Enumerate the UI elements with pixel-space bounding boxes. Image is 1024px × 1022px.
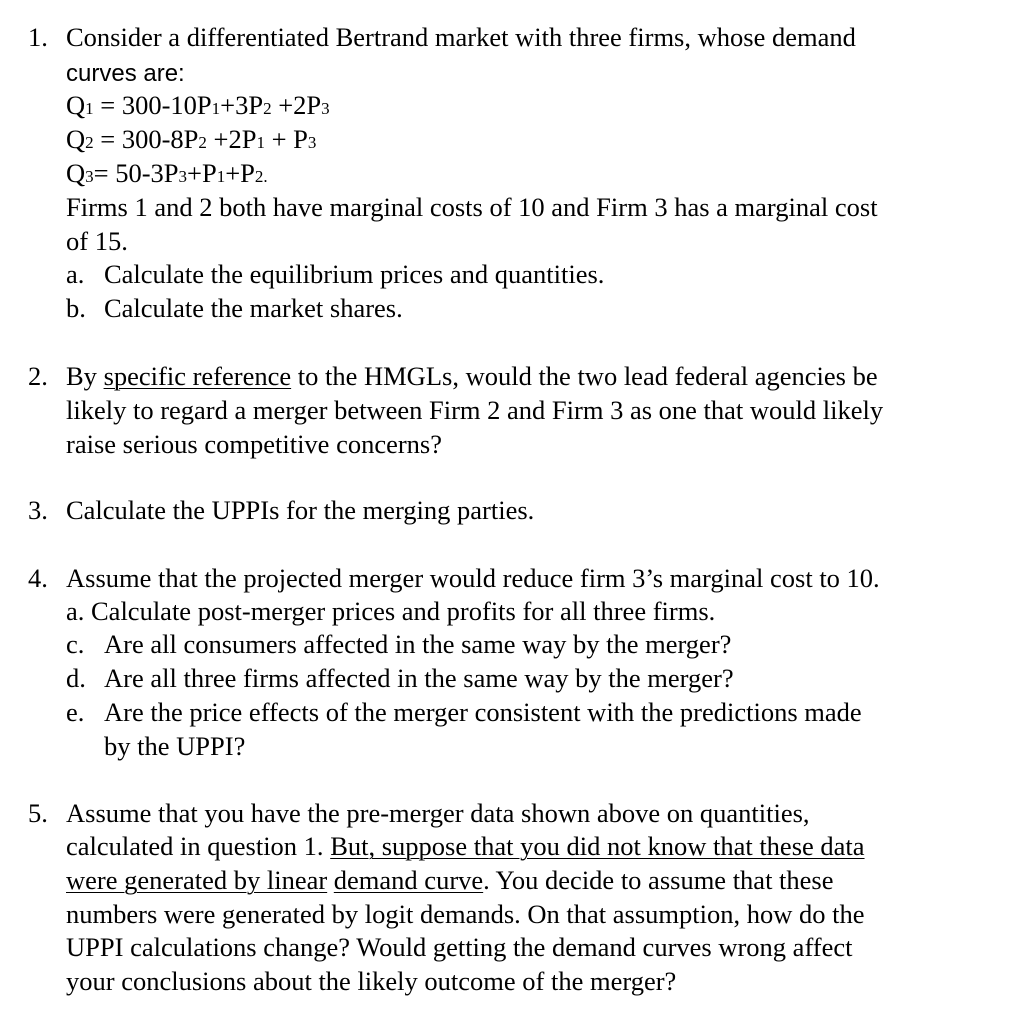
question-4-part-e-continuation: by the UPPI?	[104, 731, 246, 761]
question-5-underline-2: were generated by linear	[66, 865, 328, 895]
question-1-number: 1.	[28, 22, 48, 52]
demand-equation-1: Q1 = 300-10P1+3P2 +2P3	[66, 90, 330, 120]
question-1-part-b-text: Calculate the market shares.	[104, 293, 403, 323]
question-1-part-b-label: b.	[66, 293, 86, 323]
question-3-line-1: Calculate the UPPIs for the merging parties.	[66, 495, 535, 525]
demand-equation-2: Q2 = 300-8P2 +2P1 + P3	[66, 124, 317, 154]
question-2-line-2: likely to regard a merger between Firm 2 and Firm 3 as one that would likely	[66, 395, 884, 425]
question-5-line-6: your conclusions about the likely outcome of the merger?	[66, 966, 677, 996]
question-2-line-1: By specific reference to the HMGLs, would the two lead federal agencies be	[66, 361, 878, 391]
question-4-part-a: a. Calculate post-merger prices and profits for all three firms.	[66, 596, 716, 626]
question-5-line-3: were generated by linear demand curve. You decide to assume that these	[66, 865, 834, 895]
question-4-part-e-text: Are the price effects of the merger consistent with the predictions made	[104, 697, 862, 727]
question-5-number: 5.	[28, 798, 48, 828]
question-5-line-1: Assume that you have the pre-merger data shown above on quantities,	[66, 798, 810, 828]
question-4-part-c-label: c.	[66, 629, 85, 659]
question-1-part-a-label: a.	[66, 259, 85, 289]
question-1-costs-line-1: Firms 1 and 2 both have marginal costs of 10 and Firm 3 has a marginal cost	[66, 192, 878, 222]
question-1-part-a-text: Calculate the equilibrium prices and quantities.	[104, 259, 605, 289]
question-3-number: 3.	[28, 495, 48, 525]
question-5-line-4: numbers were generated by logit demands. On that assumption, how do the	[66, 899, 865, 929]
question-1-intro-line-2: curves are:	[66, 60, 185, 87]
question-4-line-1: Assume that the projected merger would reduce firm 3’s marginal cost to 10.	[66, 563, 880, 593]
question-4-part-e-label: e.	[66, 697, 85, 727]
question-2-number: 2.	[28, 361, 48, 391]
question-5-underline-1: But, suppose that you did not know that these data	[330, 831, 865, 861]
question-5-line-5: UPPI calculations change? Would getting the demand curves wrong affect	[66, 932, 853, 962]
question-4-part-d-label: d.	[66, 663, 86, 693]
specific-reference-underline: specific reference	[103, 361, 292, 391]
question-1-intro-line-1: Consider a differentiated Bertrand market with three firms, whose demand	[66, 22, 856, 52]
question-4-part-c-text: Are all consumers affected in the same way by the merger?	[104, 629, 732, 659]
question-5-line-2: calculated in question 1. But, suppose that you did not know that these data	[66, 831, 865, 861]
question-5-underline-3: demand curve	[333, 865, 484, 895]
question-2-line-3: raise serious competitive concerns?	[66, 429, 443, 459]
demand-equation-3: Q3= 50-3P3+P1+P2.	[66, 158, 268, 188]
question-4-part-d-text: Are all three firms affected in the same way by the merger?	[104, 663, 734, 693]
question-1-costs-line-2: of 15.	[66, 226, 128, 256]
question-4-number: 4.	[28, 563, 48, 593]
